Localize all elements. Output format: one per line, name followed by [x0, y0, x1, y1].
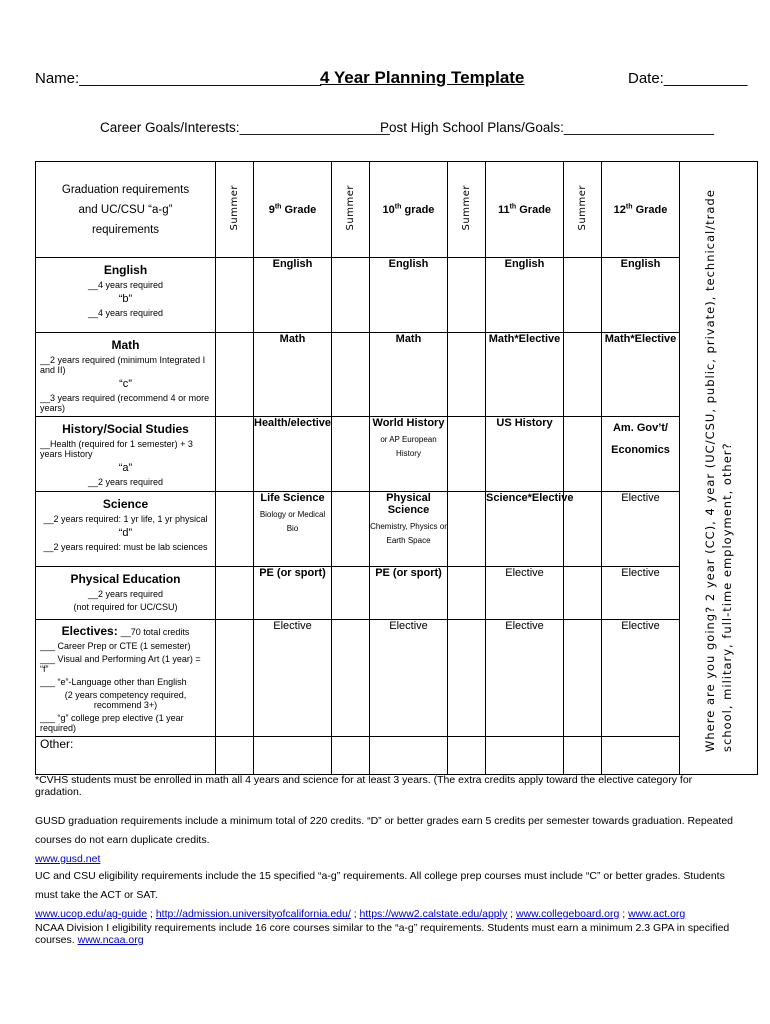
electives-subject: Electives: [61, 624, 118, 638]
summer-cell[interactable] [332, 258, 370, 333]
gusd-link[interactable]: www.gusd.net [35, 853, 101, 865]
english-row: English __4 years required “b” __4 years required English English English English [36, 258, 758, 333]
other-9[interactable] [254, 737, 332, 775]
science-11[interactable]: Science*Elective [486, 492, 564, 567]
science-10[interactable]: Physical Science Chemistry, Physics or Earth Space [370, 492, 448, 567]
future-plans-column[interactable] [680, 162, 758, 775]
summer-cell[interactable] [332, 737, 370, 775]
post-blank[interactable]: ____________________ [563, 120, 715, 135]
date-blank[interactable]: __________ [663, 70, 748, 87]
electives-9[interactable]: Elective [254, 620, 332, 737]
uc-admission-link[interactable]: http://admission.universityofcalifornia.edu/ [155, 908, 351, 920]
summer-cell[interactable] [564, 417, 602, 492]
other-label: Other: [36, 737, 216, 775]
grade-12-header: 12th Grade [602, 162, 680, 258]
summer-cell[interactable] [448, 620, 486, 737]
career-goals-field[interactable] [100, 120, 390, 135]
science-row: Science __2 years required: 1 yr life, 1 yr physical “d” __2 years required: must be lab sciences Life Science Biology or Medical Bio Physical Science Chemistry, Physics or Earth Space Science*Elective Elective [36, 492, 758, 567]
summer-col-1[interactable]: Summer [216, 162, 254, 258]
act-link[interactable]: www.act.org [628, 908, 686, 920]
post-label: Post High School Plans/Goals: [380, 120, 564, 135]
math-10[interactable]: Math [370, 333, 448, 417]
summer-col-2[interactable]: Summer [332, 162, 370, 258]
math-12[interactable]: Math*Elective [602, 333, 680, 417]
pe-11[interactable]: Elective [486, 567, 564, 620]
summer-cell[interactable] [564, 258, 602, 333]
science-12[interactable]: Elective [602, 492, 680, 567]
english-9[interactable]: English [254, 258, 332, 333]
electives-10[interactable]: Elective [370, 620, 448, 737]
english-10[interactable]: English [370, 258, 448, 333]
ucop-link[interactable]: www.ucop.edu/ag-guide [35, 908, 148, 920]
note-cvhs: *CVHS students must be enrolled in math all 4 years and science for at least 3 years. (The extra credits apply toward the elective category for gradation. [35, 774, 693, 798]
science-9[interactable]: Life Science Biology or Medical Bio [254, 492, 332, 567]
grade-11-header: 11th Grade [486, 162, 564, 258]
other-10[interactable] [370, 737, 448, 775]
electives-12[interactable]: Elective [602, 620, 680, 737]
summer-cell[interactable] [216, 737, 254, 775]
summer-cell[interactable] [448, 492, 486, 567]
history-row: History/Social Studies __Health (required for 1 semester) + 3 years History “a” __2 years required Health/elective World History or AP European History US History Am. Gov’t/ Economics [36, 417, 758, 492]
science-subject: Science [102, 497, 149, 511]
summer-cell[interactable] [332, 492, 370, 567]
date-label: Date: [628, 70, 664, 87]
summer-cell[interactable] [332, 333, 370, 417]
summer-cell[interactable] [332, 620, 370, 737]
planning-table [35, 161, 758, 775]
summer-cell[interactable] [216, 417, 254, 492]
summer-cell[interactable] [216, 620, 254, 737]
history-10[interactable]: World History or AP European History [370, 417, 448, 492]
summer-cell[interactable] [216, 567, 254, 620]
summer-cell[interactable] [448, 333, 486, 417]
summer-cell[interactable] [564, 620, 602, 737]
english-11[interactable]: English [486, 258, 564, 333]
summer-cell[interactable] [216, 258, 254, 333]
name-label: Name: [35, 70, 80, 87]
other-row [36, 737, 758, 775]
note-gusd: GUSD graduation requirements include a minimum total of 220 credits. “D” or better grades earn 5 credits per semester towards graduation. Repeated courses do not earn duplicate credits. www.gusd.net [35, 815, 734, 865]
history-9[interactable]: Health/elective [254, 417, 332, 492]
math-row: Math __2 years required (minimum Integrated I and II) “c” __3 years required (recommend 4 or more years) Math Math Math*Elective Math*Elective [36, 333, 758, 417]
career-label: Career Goals/Interests: [100, 120, 240, 135]
summer-cell[interactable] [332, 417, 370, 492]
pe-10[interactable]: PE (or sport) [370, 567, 448, 620]
note-ncaa: NCAA Division I eligibility requirements include 16 core courses similar to the “a-g” requirements. Students must earn a minimum 2.3 GPA in specified courses. www.ncaa.org [35, 922, 730, 946]
summer-cell[interactable] [216, 333, 254, 417]
collegeboard-link[interactable]: www.collegeboard.org [515, 908, 620, 920]
grade-9-header: 9th Grade [254, 162, 332, 258]
ncaa-link[interactable]: www.ncaa.org [77, 934, 144, 946]
summer-cell[interactable] [216, 492, 254, 567]
summer-col-4[interactable]: Summer [564, 162, 602, 258]
electives-11[interactable]: Elective [486, 620, 564, 737]
math-subject: Math [111, 338, 140, 352]
post-high-school-field[interactable] [380, 120, 714, 135]
summer-cell[interactable] [332, 567, 370, 620]
name-field[interactable] [35, 70, 321, 87]
summer-col-3[interactable]: Summer [448, 162, 486, 258]
summer-cell[interactable] [448, 258, 486, 333]
electives-row: Electives: __70 total credits ___ Career Prep or CTE (1 semester) ___ Visual and Performing Art (1 year) = “f” ___ “e”-Language other than English (2 years competency required, recommend 3+) ___ “g” college prep elective (1 year required) Elective Elective Elective Elective [36, 620, 758, 737]
summer-cell[interactable] [448, 417, 486, 492]
career-blank[interactable]: ____________________ [239, 120, 390, 135]
english-subject: English [103, 263, 148, 277]
page-title: 4 Year Planning Template [320, 68, 525, 87]
pe-9[interactable]: PE (or sport) [254, 567, 332, 620]
summer-cell[interactable] [564, 567, 602, 620]
other-12[interactable] [602, 737, 680, 775]
pe-12[interactable]: Elective [602, 567, 680, 620]
note-uc-csu: UC and CSU eligibility requirements include the 15 specified “a-g” requirements. All college prep courses must include “C” or better grades. Students must take the ACT or SAT. www.ucop.edu/ag-guide ; http://admission.universityofcalifornia.edu/ ; https://www2.calstate.edu/apply ; www.collegeboard.org ; www.act.org [35, 870, 725, 920]
math-9[interactable]: Math [254, 333, 332, 417]
other-11[interactable] [486, 737, 564, 775]
summer-cell[interactable] [564, 737, 602, 775]
english-12[interactable]: English [602, 258, 680, 333]
header-row [36, 162, 758, 258]
calstate-link[interactable]: https://www2.calstate.edu/apply [359, 908, 508, 920]
name-blank[interactable]: _____________________________ [79, 70, 322, 87]
date-field[interactable] [628, 70, 747, 87]
requirements-header: Graduation requirements and UC/CSU “a-g” requirements [36, 162, 216, 258]
summer-cell[interactable] [564, 333, 602, 417]
history-subject: History/Social Studies [62, 422, 189, 436]
grade-10-header: 10th grade [370, 162, 448, 258]
future-plans-question: Where are you going? 2 year (CC), 4 year (UC/CSU, public, private), technical/trade school, military, full-time employment, other? [702, 188, 734, 752]
summer-cell[interactable] [448, 737, 486, 775]
math-11[interactable]: Math*Elective [486, 333, 564, 417]
pe-subject: Physical Education [70, 572, 181, 586]
summer-cell[interactable] [448, 567, 486, 620]
pe-row: Physical Education __2 years required (not required for UC/CSU) PE (or sport) PE (or sport) Elective Elective [36, 567, 758, 620]
history-11[interactable]: US History [486, 417, 564, 492]
history-12[interactable]: Am. Gov’t/ Economics [602, 417, 680, 492]
